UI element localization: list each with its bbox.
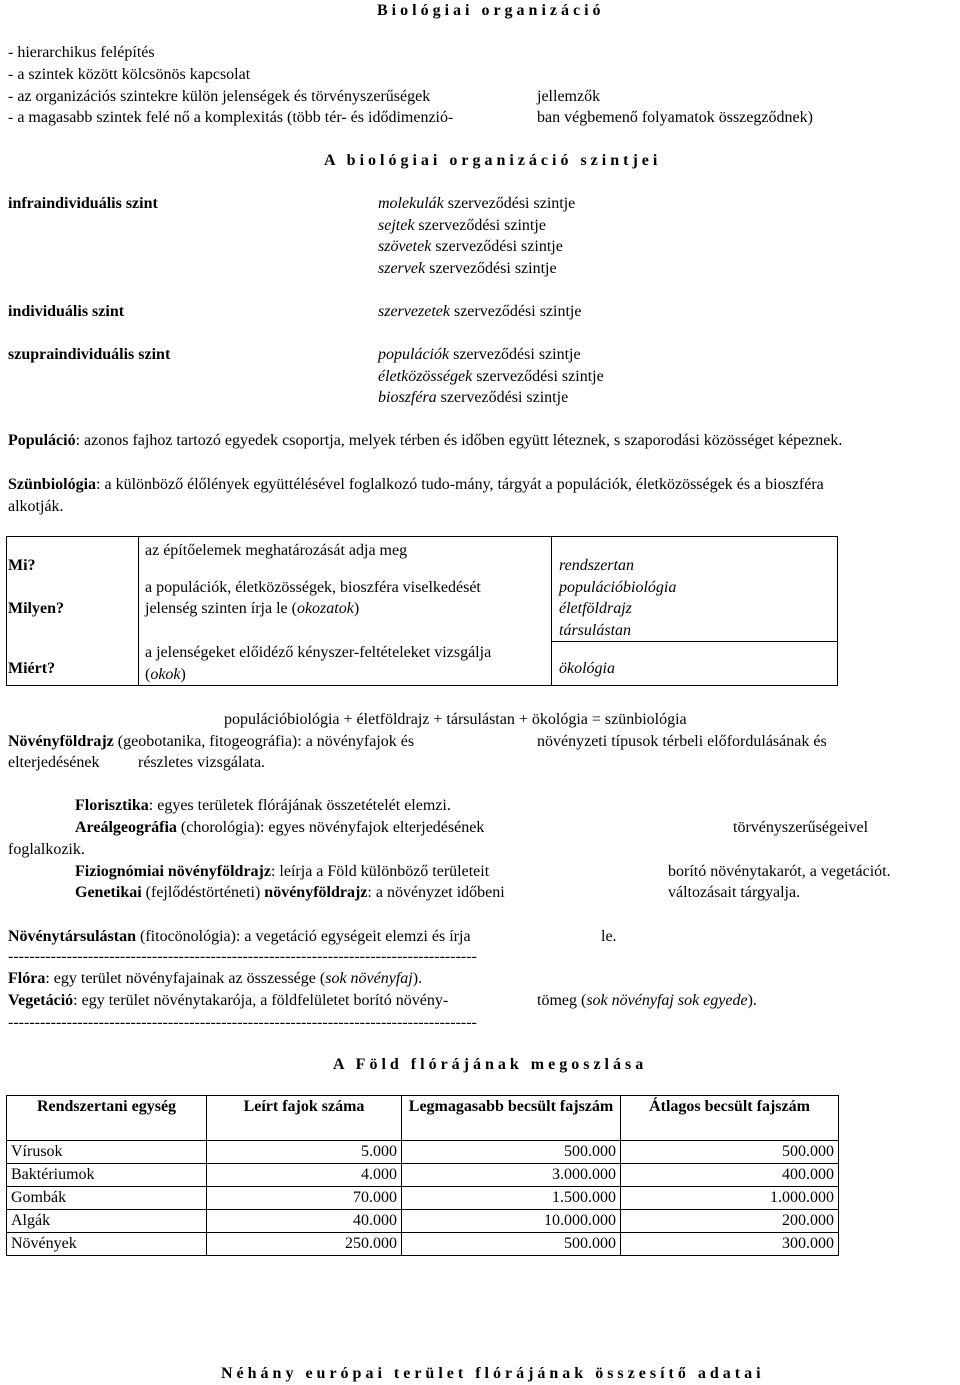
table-cell: 40.000 <box>207 1210 402 1233</box>
table-cell: 70.000 <box>207 1187 402 1210</box>
questions-table <box>6 536 838 686</box>
novenyfoldrajz-cont-b: részletes vizsgálata. <box>138 754 266 771</box>
table-row <box>7 1187 839 1210</box>
table-cell: 500.000 <box>402 1141 621 1164</box>
table-cell: 300.000 <box>621 1233 839 1256</box>
table-cell: Baktériumok <box>7 1164 207 1187</box>
level-infraindividual: infraindividuális szint <box>8 195 158 212</box>
table-cell: 4.000 <box>207 1164 402 1187</box>
table-header-row <box>7 1096 839 1141</box>
question-miert: Miért? <box>8 660 56 677</box>
intro-line-3: - az organizációs szintekre külön jelenségek és törvényszerűségek <box>8 88 431 105</box>
szunbiologia-definition-cont: alkotják. <box>8 498 64 515</box>
question-mi: Mi? <box>8 557 36 574</box>
question-desc: jelenség szinten írja le (okozatok) <box>145 600 360 617</box>
divider: ---------------------------------------------------------------------------------------- <box>8 1014 477 1031</box>
level-item: szövetek szerveződési szintje <box>378 238 563 255</box>
table-cell: 1.500.000 <box>402 1187 621 1210</box>
table-cell: Algák <box>7 1210 207 1233</box>
intro-line-4: - a magasabb szintek felé nő a komplexitás (több tér- és idődimenzió- <box>8 109 454 126</box>
vegetacio-definition: Vegetáció: egy terület növénytakarója, a földfelületet borító növény- <box>8 992 449 1009</box>
question-milyen: Milyen? <box>8 600 64 617</box>
question-field: rendszertan <box>559 557 634 574</box>
table-title: A Föld flórájának megoszlása <box>333 1056 648 1073</box>
table-cell: 1.000.000 <box>621 1187 839 1210</box>
table-header: Legmagasabb becsült fajszám <box>402 1096 621 1141</box>
szunbiologia-definition: Szünbiológia: a különböző élőlények együttélésével foglalkozó tudo-mány, tárgyát a populációk, életközösségek és a bioszféra <box>8 476 824 493</box>
question-field: populációbiológia <box>559 579 677 596</box>
table-row <box>7 1141 839 1164</box>
fiziognomiai: Fiziognómiai növényföldrajz: leírja a Föld különböző területeit <box>75 863 490 880</box>
table-cell: 200.000 <box>621 1210 839 1233</box>
arealgeografia: Areálgeográfia (chorológia): egyes növényfajok elterjedésének <box>75 819 485 836</box>
level-item: bioszféra szerveződési szintje <box>378 389 569 406</box>
table-cell: 250.000 <box>207 1233 402 1256</box>
flora-table <box>6 1095 839 1256</box>
intro-line-2: - a szintek között kölcsönös kapcsolat <box>8 66 251 83</box>
genetikai-right: változásait tárgyalja. <box>668 884 801 901</box>
novenyfoldrajz-cont-a: elterjedésének <box>8 754 100 771</box>
level-item: molekulák szerveződési szintje <box>378 195 576 212</box>
table-cell: 400.000 <box>621 1164 839 1187</box>
level-item: életközösségek szerveződési szintje <box>378 368 604 385</box>
table-row <box>7 1233 839 1256</box>
footer-title: Néhány európai terület flórájának összesítő adatai <box>221 1365 765 1382</box>
divider: ---------------------------------------------------------------------------------------- <box>8 948 477 965</box>
question-desc: a jelenségeket előidéző kényszer-feltételeket vizsgálja <box>145 644 492 661</box>
arealgeografia-cont: foglalkozik. <box>8 841 85 858</box>
novenyfoldrajz-definition: Növényföldrajz (geobotanika, fitogeográfia): a növényfajok és <box>8 733 415 750</box>
question-field: ökológia <box>559 660 615 677</box>
level-item: szervek szerveződési szintje <box>378 260 557 277</box>
intro-right-2: ban végbemenő folyamatok összegződnek) <box>537 109 813 126</box>
genetikai: Genetikai (fejlődéstörténeti) növényföldrajz: a növényzet időbeni <box>75 884 505 901</box>
novenytarsulastan: Növénytársulástan (fitocönológia): a vegetáció egységeit elemzi és írja <box>8 928 471 945</box>
table-cell: 5.000 <box>207 1141 402 1164</box>
equation: populációbiológia + életföldrajz + társulástan + ökológia = szünbiológia <box>224 711 687 728</box>
level-item: sejtek szerveződési szintje <box>378 217 546 234</box>
table-header: Rendszertani egység <box>7 1096 207 1141</box>
populacio-definition: Populáció: azonos fajhoz tartozó egyedek csoportja, melyek térben és időben együtt léteznek, s szaporodási közösséget képeznek. <box>8 432 843 449</box>
florisztika: Florisztika: egyes területek flórájának összetételét elemzi. <box>75 797 451 814</box>
fiziognomiai-right: borító növénytakarót, a vegetációt. <box>668 863 891 880</box>
question-desc: (okok) <box>145 666 186 683</box>
level-item: szervezetek szerveződési szintje <box>378 303 582 320</box>
page-title: Biológiai organizáció <box>377 2 605 19</box>
novenytarsulastan-right: le. <box>601 928 617 945</box>
table-cell: Növények <box>7 1233 207 1256</box>
question-desc: a populációk, életközösségek, bioszféra viselkedését <box>145 579 481 596</box>
intro-right-1: jellemzők <box>537 88 601 105</box>
level-item: populációk szerveződési szintje <box>378 346 581 363</box>
level-supraindividual: szupraindividuális szint <box>8 346 171 363</box>
table-row <box>7 1210 839 1233</box>
table-cell: 3.000.000 <box>402 1164 621 1187</box>
vegetacio-right: tömeg (sok növényfaj sok egyede). <box>537 992 757 1009</box>
table-header: Átlagos becsült fajszám <box>621 1096 839 1141</box>
table-cell: Gombák <box>7 1187 207 1210</box>
table-cell: 500.000 <box>402 1233 621 1256</box>
table-header: Leírt fajok száma <box>207 1096 402 1141</box>
question-field: életföldrajz <box>559 600 632 617</box>
table-cell: Vírusok <box>7 1141 207 1164</box>
table-cell: 10.000.000 <box>402 1210 621 1233</box>
novenyfoldrajz-right: növényzeti típusok térbeli előfordulásának és <box>537 733 827 750</box>
table-row <box>7 1164 839 1187</box>
flora-definition: Flóra: egy terület növényfajainak az összessége (sok növényfaj). <box>8 970 423 987</box>
levels-title: A biológiai organizáció szintjei <box>324 152 662 169</box>
level-individual: individuális szint <box>8 303 125 320</box>
question-field: társulástan <box>559 622 632 639</box>
table-cell: 500.000 <box>621 1141 839 1164</box>
arealgeografia-right: törvényszerűségeivel <box>733 819 869 836</box>
intro-line-1: - hierarchikus felépítés <box>8 44 155 61</box>
question-desc: az építőelemek meghatározását adja meg <box>145 542 408 559</box>
